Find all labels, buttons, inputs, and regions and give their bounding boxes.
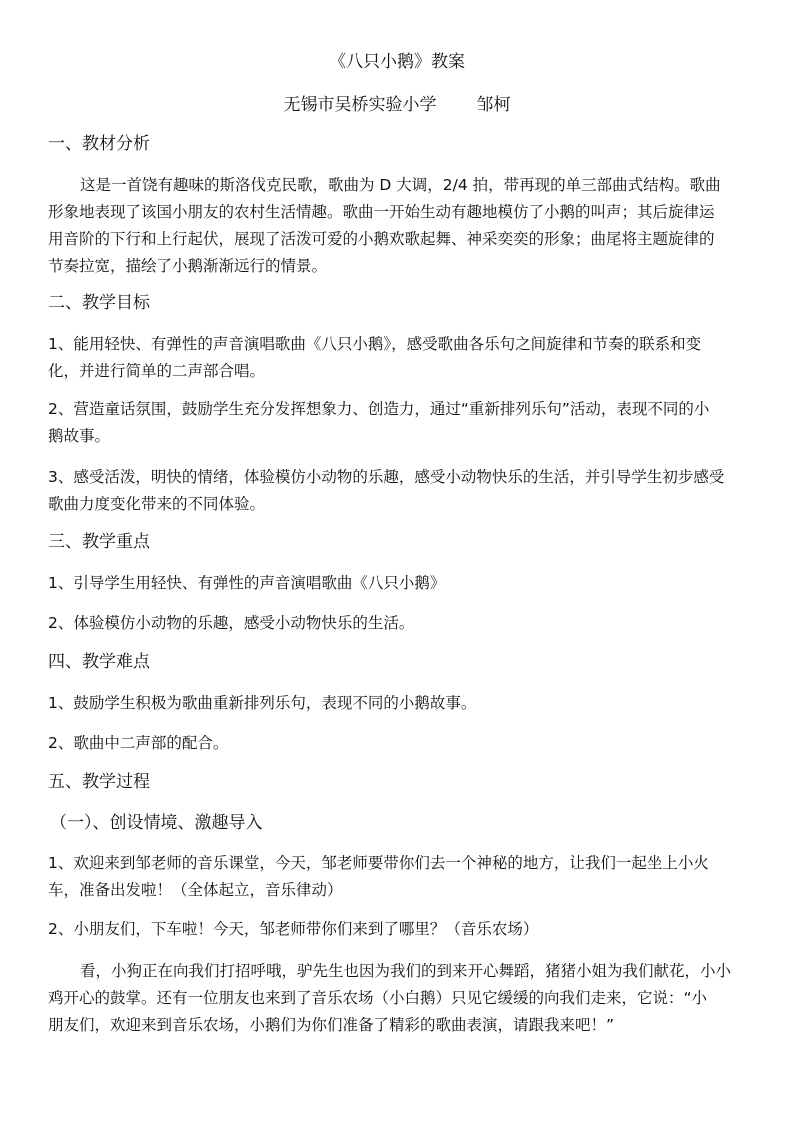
list-item: 2、体验模仿小动物的乐趣，感受小动物快乐的生活。 xyxy=(48,614,415,632)
section-heading-5: 五、教学过程 xyxy=(48,772,150,792)
paragraph-line: 节奏拉宽，描绘了小鹅渐渐远行的情景。 xyxy=(48,257,328,275)
author-line xyxy=(0,93,794,117)
section-heading-3: 三、教学重点 xyxy=(48,532,150,552)
paragraph-line: 形象地表现了该国小朋友的农村生活情趣。歌曲一开始生动有趣地模仿了小鹅的叫声；其后旋律运 xyxy=(48,203,715,221)
list-item-line: 1、能用轻快、有弹性的声音演唱歌曲《八只小鹅》，感受歌曲各乐句之间旋律和节奏的联系和变 xyxy=(48,335,702,353)
list-item-line: 歌曲力度变化带来的不同体验。 xyxy=(48,495,266,513)
paragraph-line: 用音阶的下行和上行起伏，展现了活泼可爱的小鹅欢歌起舞、神采奕奕的形象；曲尾将主题旋律的 xyxy=(48,230,715,248)
list-item: 1、引导学生用轻快、有弹性的声音演唱歌曲《八只小鹅》 xyxy=(48,574,446,592)
paragraph-line: 看，小狗正在向我们打招呼哦，驴先生也因为我们的到来开心舞蹈，猪猪小姐为我们献花，小小 xyxy=(80,962,732,980)
section-heading-2: 二、教学目标 xyxy=(48,293,150,313)
list-item: 2、小朋友们，下车啦！今天，邹老师带你们来到了哪里？（音乐农场） xyxy=(48,920,539,938)
list-item-line: 车，准备出发啦！（全体起立，音乐律动） xyxy=(48,881,343,899)
list-item-line: 鹅故事。 xyxy=(48,427,111,445)
paragraph-line: 这是一首饶有趣味的斯洛伐克民歌，歌曲为 D 大调，2/4 拍，带再现的单三部曲式结构。歌曲 xyxy=(80,176,721,194)
list-item: 2、歌曲中二声部的配合。 xyxy=(48,734,229,752)
list-item-line: 化，并进行简单的二声部合唱。 xyxy=(48,362,266,380)
paragraph-line: 鸡开心的鼓掌。还有一位朋友也来到了音乐农场（小白鹅）只见它缓缓的向我们走来，它说：“小 xyxy=(48,989,708,1007)
list-item-line: 1、欢迎来到邹老师的音乐课堂，今天，邹老师要带你们去一个神秘的地方，让我们一起坐上小火 xyxy=(48,854,709,872)
section-heading-1: 一、教材分析 xyxy=(48,134,150,154)
list-item: 1、鼓励学生积极为歌曲重新排列乐句，表现不同的小鹅故事。 xyxy=(48,694,477,712)
list-item-line: 3、感受活泼，明快的情绪，体验模仿小动物的乐趣，感受小动物快乐的生活，并引导学生初步感受 xyxy=(48,468,725,486)
school-name: 无锡市吴桥实验小学 xyxy=(283,95,437,115)
paragraph-line: 朋友们，欢迎来到音乐农场，小鹅们为你们准备了精彩的歌曲表演，请跟我来吧！” xyxy=(48,1016,615,1034)
document-title: 《八只小鹅》教案 xyxy=(329,52,465,72)
author-name: 邹柯 xyxy=(476,95,511,115)
subsection-heading: （一）、创设情境、激趣导入 xyxy=(50,813,263,833)
section-heading-4: 四、教学难点 xyxy=(48,652,150,672)
list-item-line: 2、营造童话氛围，鼓励学生充分发挥想象力、创造力，通过“重新排列乐句”活动，表现不同的小 xyxy=(48,400,710,418)
